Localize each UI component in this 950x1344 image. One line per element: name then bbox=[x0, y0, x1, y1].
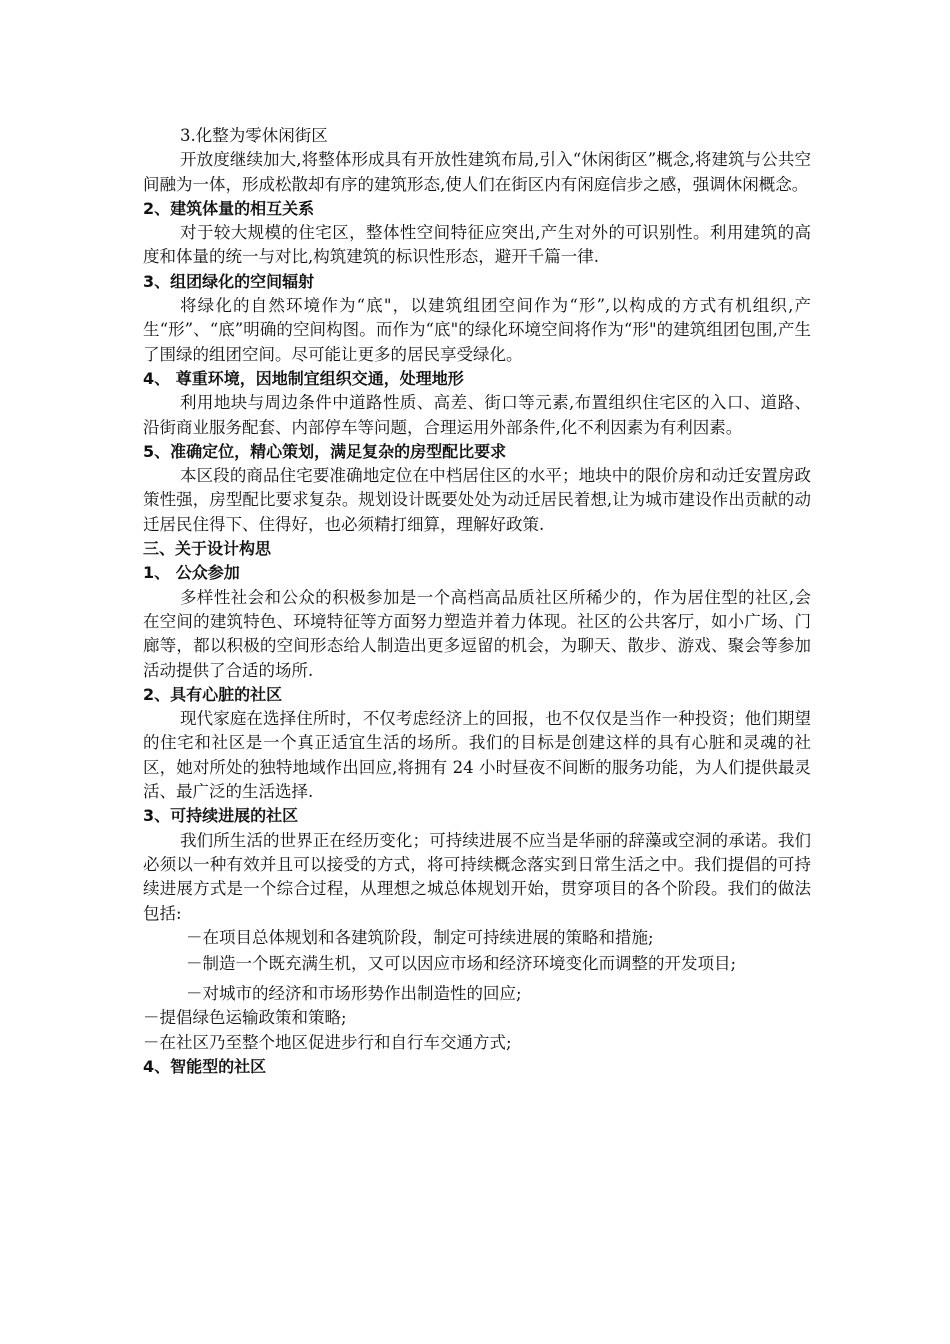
paragraph: 我们所生活的世界正在经历变化；可持续进展不应当是华丽的辞藻或空洞的承诺。我们必须以一种有效并且可以接受的方式，将可持续概念落实到日常生活之中。我们提倡的可持续进展方式是一个综合过程，从理想之城总体规划开始，贯穿项目的各个阶段。我们的做法包括: bbox=[143, 830, 811, 923]
subheading: 3.化整为零休闲街区 bbox=[180, 126, 328, 145]
paragraph: 多样性社会和公众的积极参加是一个高档高品质社区所稀少的，作为居住型的社区,会在空间的建筑特色、环境特征等方面努力塑造并着力体现。社区的公共客厅，如小广场、门廊等，都以积极的空间形态给人制造出更多逗留的机会，为聊天、散步、游戏、聚会等参加活动提供了合适的场所. bbox=[143, 587, 811, 680]
section-heading: 3、组团绿化的空间辐射 bbox=[143, 271, 315, 291]
list-item: －对城市的经济和市场形势作出制造性的回应; bbox=[186, 984, 522, 1004]
paragraph: 现代家庭在选择住所时，不仅考虑经济上的回报，也不仅仅是当作一种投资；他们期望的住宅和社区是一个真正适宜生活的场所。我们的目标是创建这样的具有心脏和灵魂的社区，她对所处的独特地域作出回应,将拥有 24 小时昼夜不间断的服务功能，为人们提供最灵活、最广泛的生活选择. bbox=[143, 709, 811, 802]
list-item: －制造一个既充满生机，又可以因应市场和经济环境变化而调整的开发项目; bbox=[186, 954, 737, 974]
section-heading: 4、智能型的社区 bbox=[143, 1056, 267, 1076]
chapter-heading: 三、关于设计构思 bbox=[143, 539, 272, 559]
paragraph: 利用地块与周边条件中道路性质、高差、街口等元素,布置组织住宅区的入口、道路、沿街商业服务配套、内部停车等问题，合理运用外部条件,化不利因素为有利因素。 bbox=[143, 393, 811, 437]
paragraph: 本区段的商品住宅要准确地定位在中档居住区的水平；地块中的限价房和动迁安置房政策性强，房型配比要求复杂。规划设计既要处处为动迁居民着想,让为城市建设作出贡献的动迁居民住得下、住得好，也必须精打细算，理解好政策. bbox=[143, 466, 811, 534]
list-item: －在项目总体规划和各建筑阶段，制定可持续进展的策略和措施; bbox=[186, 927, 654, 947]
paragraph: 对于较大规模的住宅区，整体性空间特征应突出,产生对外的可识别性。利用建筑的高度和体量的统一与对比,构筑建筑的标识性形态，避开千篇一律. bbox=[143, 223, 811, 267]
section-heading: 3、可持续进展的社区 bbox=[143, 806, 299, 826]
list-item: －提倡绿色运输政策和策略; bbox=[143, 1008, 347, 1028]
section-heading: 5、准确定位，精心策划，满足复杂的房型配比要求 bbox=[143, 441, 507, 461]
paragraph: 开放度继续加大,将整体形成具有开放性建筑布局,引入“休闲街区”概念,将建筑与公共空间融为一体，形成松散却有序的建筑形态,使人们在街区内有闲庭信步之感，强调休闲概念。 bbox=[143, 150, 811, 194]
section-heading: 4、 尊重环境，因地制宜组织交通，处理地形 bbox=[143, 368, 464, 388]
list-item: －在社区乃至整个地区促进步行和自行车交通方式; bbox=[143, 1032, 512, 1052]
paragraph: 将绿化的自然环境作为“底"，以建筑组团空间作为“形”,以构成的方式有机组织,产生“形”、“底”明确的空间构图。而作为“底"的绿化环境空间将作为“形"的建筑组团包围,产生了围绿的组团空间。尽可能让更多的居民享受绿化。 bbox=[143, 296, 811, 364]
section-heading: 2、具有心脏的社区 bbox=[143, 684, 283, 704]
section-heading: 2、建筑体量的相互关系 bbox=[143, 198, 315, 218]
document-page bbox=[143, 124, 811, 1079]
section-heading: 1、 公众参加 bbox=[143, 563, 240, 583]
